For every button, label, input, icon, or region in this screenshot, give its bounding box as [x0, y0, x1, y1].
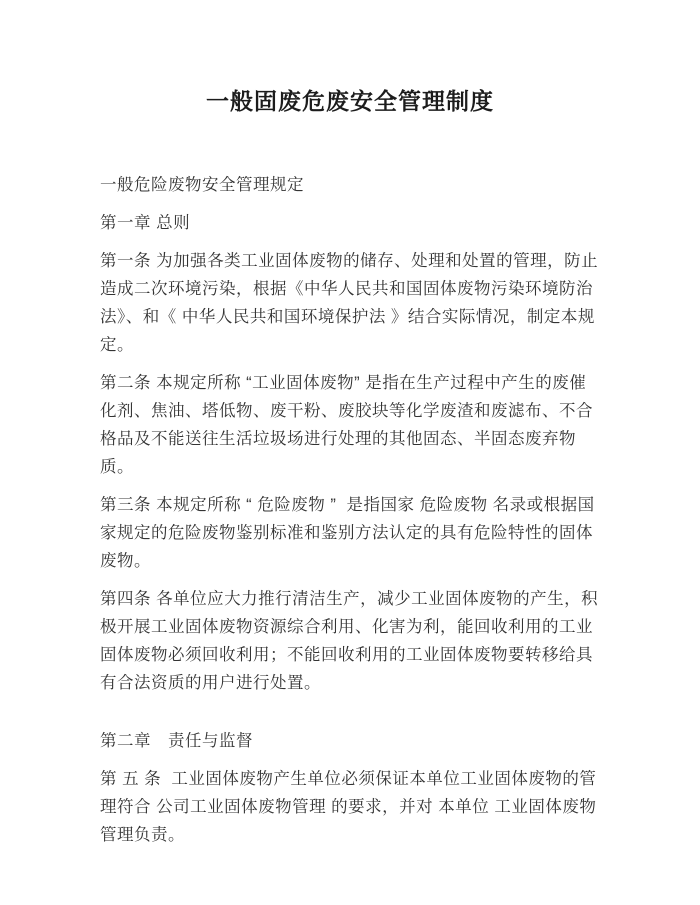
article-3-paragraph: 第三条 本规定所称 “ 危险废物 ” 是指国家 危险废物 名录或根据国家规定的危险废物鉴别标准和鉴别方法认定的具有危险特性的固体废物。	[100, 496, 595, 570]
article-2-paragraph: 第二条 本规定所称 “工业固体废物” 是指在生产过程中产生的废催化剂、焦油、塔低物、废干粉、废胶块等化学废渣和废滤布、不合格品及不能送往生活垃圾场进行处理的其他固态、半固态废弃物质。	[100, 374, 593, 476]
article-1-paragraph: 第一条 为加强各类工业固体废物的储存、处理和处置的管理，防止造成二次环境污染，根据《中华人民共和国固体废物污染环境防治法》、和《 中华人民共和国环境保护法 》结合实际情况，制定本规定。	[100, 252, 599, 354]
chapter-1-heading: 第一章 总则	[100, 214, 191, 232]
article-4-paragraph: 第四条 各单位应大力推行清洁生产，减少工业固体废物的产生，积极开展工业固体废物资源综合利用、化害为利，能回收利用的工业固体废物必须回收利用；不能回收利用的工业固体废物要转移给具有合法资质的用户进行处置。	[100, 590, 599, 692]
chapter-2-heading: 第二章 责任与监督	[100, 732, 253, 750]
article-5-paragraph: 第 五 条 工业固体废物产生单位必须保证本单位工业固体废物的管理符合 公司工业固体废物管理 的要求，并对 本单位 工业固体废物管理负责。	[100, 770, 597, 844]
document-title: 一般固废危废安全管理制度	[206, 88, 494, 114]
document-subtitle: 一般危险废物安全管理规定	[100, 176, 304, 194]
